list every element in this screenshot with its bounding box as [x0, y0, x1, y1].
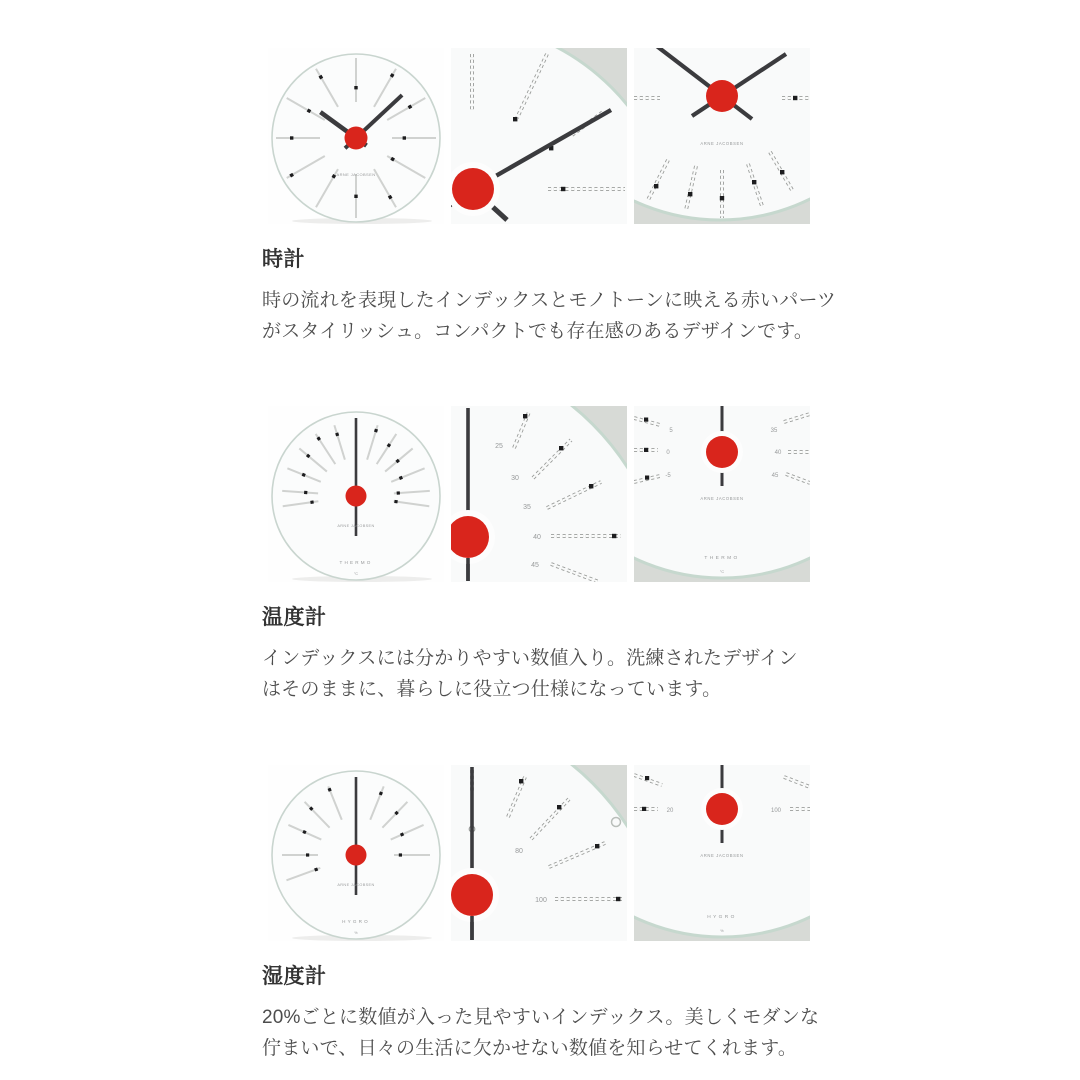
product-description: [262, 0, 838, 1064]
red-hub: [706, 80, 738, 112]
red-hub: [706, 793, 738, 825]
scale-number: 30: [511, 475, 519, 482]
scale-number: 40: [774, 450, 782, 456]
section-body-thermometer: [262, 643, 838, 705]
hygrometer-closeup-scale-image: [451, 765, 627, 941]
hygro-label: HYGRO: [342, 919, 370, 924]
hygro-unit: %: [720, 929, 724, 933]
thermometer-image-row: [268, 406, 838, 582]
thermometer-closeup-scale-image: [451, 406, 627, 582]
thermo-unit: °C: [719, 570, 725, 574]
red-hub: [345, 127, 368, 150]
scale-number: 80: [515, 848, 523, 855]
thermometer-closeup-center-image: [634, 406, 810, 582]
body-line: 佇まいで、日々の生活に欠かせない数値を知らせてくれます。: [262, 1038, 798, 1059]
hygro-label: HYGRO: [707, 915, 737, 920]
scale-number: 45: [771, 473, 779, 479]
section-heading-clock: 時計: [262, 248, 305, 271]
red-hub: [346, 845, 367, 866]
scale-number: 25: [495, 443, 503, 450]
scale-number: 0: [666, 450, 670, 456]
body-line: インデックスには分かりやすい数値入り。洗練されたデザイン: [262, 648, 798, 669]
brand-text: ARNE JACOBSEN: [700, 496, 744, 501]
body-line: がスタイリッシュ。コンパクトでも存在感のあるデザインです。: [262, 321, 814, 342]
brand-text: ARNE JACOBSEN: [337, 883, 375, 887]
thermo-label: THERMO: [339, 560, 373, 565]
red-hub: [346, 486, 367, 507]
red-hub: [451, 874, 493, 916]
section-heading-hygrometer: 湿度計: [262, 965, 327, 988]
scale-number: 100: [770, 808, 782, 814]
hygrometer-image-row: [268, 765, 838, 941]
section-body-hygrometer: [262, 1002, 838, 1064]
scale-number: 5: [669, 428, 673, 434]
clock-full-image: [268, 48, 444, 224]
scale-number: 40: [533, 534, 541, 541]
thermo-label: THERMO: [704, 556, 740, 561]
section-body-clock: [262, 285, 838, 347]
scale-number: -5: [665, 473, 671, 479]
index-chain: [720, 170, 724, 218]
hygro-unit: %: [354, 931, 358, 935]
body-line: 20%ごとに数値が入った見やすいインデックス。美しくモダンな: [262, 1007, 820, 1028]
scale-number: 45: [531, 562, 539, 569]
body-line: はそのままに、暮らしに役立つ仕様になっています。: [262, 679, 722, 700]
brand-text: ARNE JACOBSEN: [336, 172, 376, 177]
scale-number: 20: [666, 808, 674, 814]
thermo-unit: °C: [353, 572, 359, 576]
scale-number: 35: [770, 428, 778, 434]
thermometer-full-image: [268, 406, 444, 582]
body-line: 時の流れを表現したインデックスとモノトーンに映える赤いパーツ: [262, 290, 837, 311]
red-hub: [452, 168, 494, 210]
brand-text: ARNE JACOBSEN: [700, 141, 744, 146]
scale-number: 100: [535, 897, 547, 904]
clock-closeup-center-image: [634, 48, 810, 224]
clock-image-row: [268, 48, 838, 224]
hygrometer-closeup-center-image: [634, 765, 810, 941]
section-heading-thermometer: 温度計: [262, 606, 327, 629]
red-hub: [706, 436, 738, 468]
scale-number: 35: [523, 504, 531, 511]
brand-text: ARNE JACOBSEN: [337, 524, 375, 528]
hygrometer-full-image: [268, 765, 444, 941]
brand-text: ARNE JACOBSEN: [700, 853, 744, 858]
clock-closeup-hands-image: [451, 48, 627, 224]
